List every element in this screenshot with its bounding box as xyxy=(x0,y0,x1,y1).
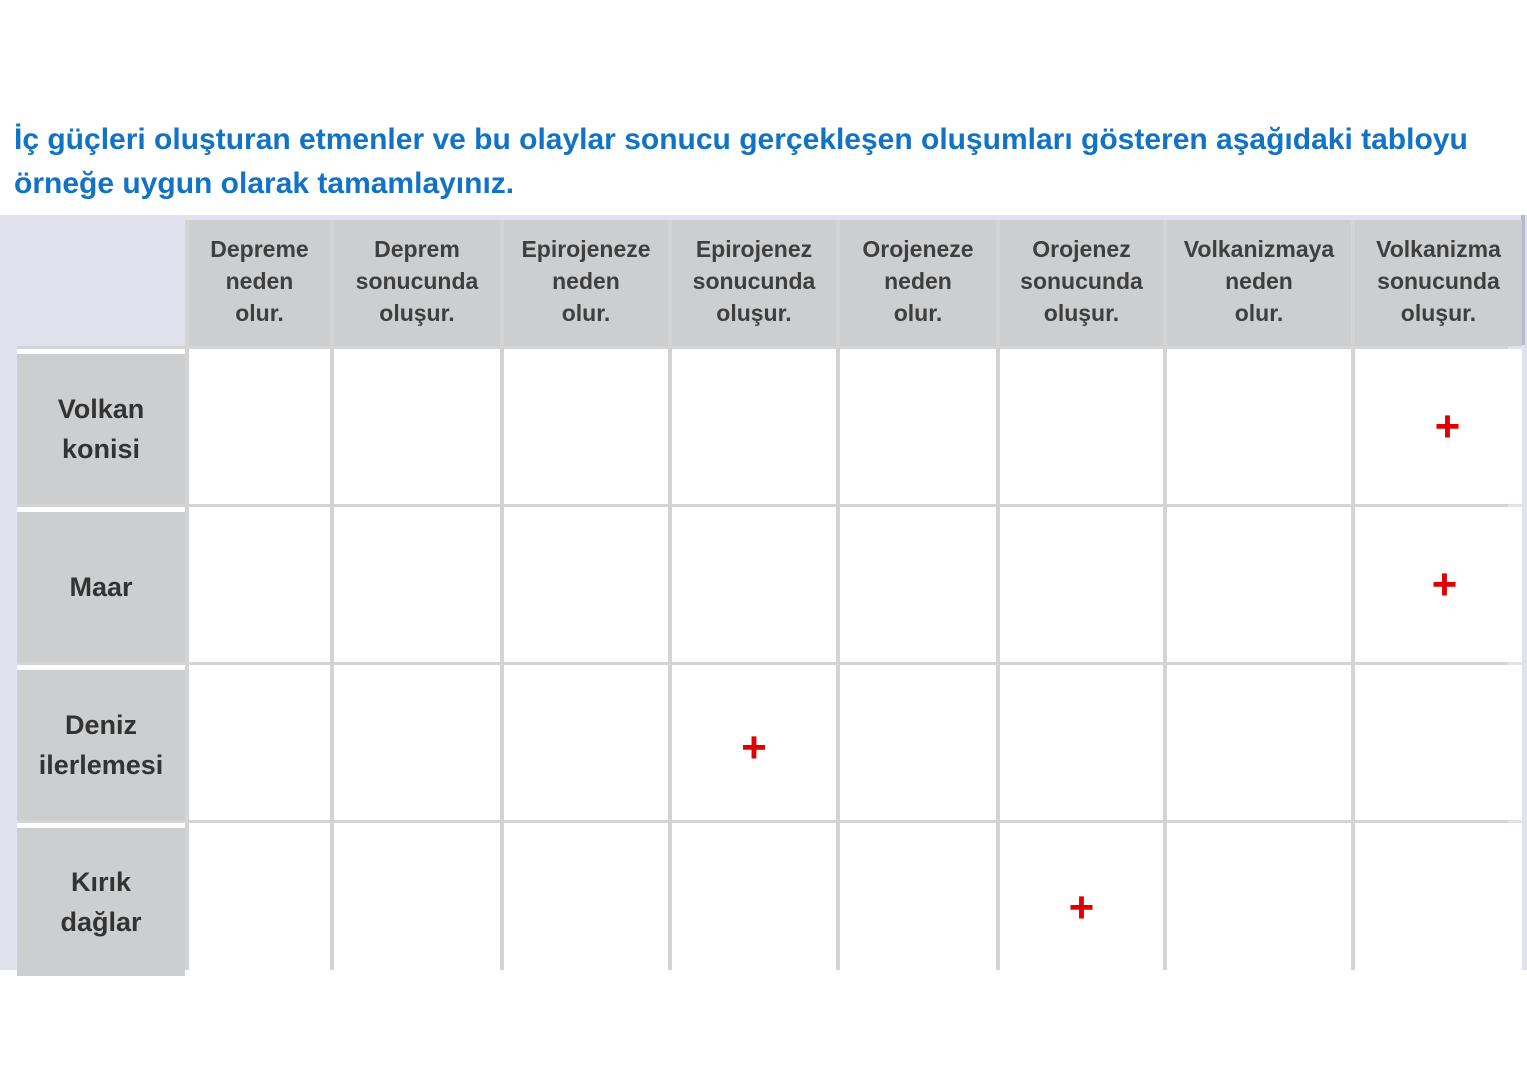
table-cell[interactable] xyxy=(504,665,668,820)
table-cell[interactable] xyxy=(1355,823,1522,976)
table-cell[interactable] xyxy=(189,665,330,820)
column-header: Epirojenez sonucunda oluşur. xyxy=(672,220,836,346)
table-cell[interactable] xyxy=(334,823,500,976)
row-header: Deniz ilerlemesi xyxy=(17,665,185,820)
table-cell[interactable] xyxy=(1355,507,1522,662)
plus-mark: + xyxy=(1434,401,1461,451)
table-cell[interactable] xyxy=(1167,507,1351,662)
column-header: Volkanizma sonucunda oluşur. xyxy=(1355,220,1522,346)
table-cell[interactable] xyxy=(504,507,668,662)
table-cell[interactable] xyxy=(504,349,668,504)
row-header: Maar xyxy=(17,507,185,662)
table-cell[interactable] xyxy=(672,665,836,820)
plus-mark: + xyxy=(741,722,767,772)
column-header: Orojeneze neden olur. xyxy=(840,220,996,346)
column-header: Depreme neden olur. xyxy=(189,220,330,346)
table-corner xyxy=(17,220,185,346)
table-cell[interactable] xyxy=(1000,349,1163,504)
table-cell[interactable] xyxy=(1167,349,1351,504)
instruction-text: İç güçleri oluşturan etmenler ve bu olaylar sonucu gerçekleşen oluşumları gösteren aşağıdaki tabloyu örneğe uygun olarak tamamlayınız. xyxy=(14,123,1468,200)
table-cell[interactable] xyxy=(189,823,330,976)
table-cell[interactable] xyxy=(1167,665,1351,820)
row-header: Volkan konisi xyxy=(17,349,185,504)
table-cell[interactable] xyxy=(840,349,996,504)
column-header: Orojenez sonucunda oluşur. xyxy=(1000,220,1163,346)
table-cell[interactable] xyxy=(334,507,500,662)
plus-mark: + xyxy=(1068,882,1095,932)
table-cell[interactable] xyxy=(672,349,836,504)
table-cell[interactable] xyxy=(672,823,836,976)
table-cell[interactable] xyxy=(1000,665,1163,820)
column-header: Deprem sonucunda oluşur. xyxy=(334,220,500,346)
row-header: Kırık dağlar xyxy=(17,823,185,976)
table-cell[interactable] xyxy=(1355,665,1522,820)
table-cell[interactable] xyxy=(1000,507,1163,662)
table-cell[interactable] xyxy=(840,665,996,820)
table-cell[interactable] xyxy=(1355,349,1522,504)
activity-table xyxy=(17,220,1508,970)
column-header: Epirojeneze neden olur. xyxy=(504,220,668,346)
table-cell[interactable] xyxy=(672,507,836,662)
column-header: Volkanizmaya neden olur. xyxy=(1167,220,1351,346)
table-cell[interactable] xyxy=(334,665,500,820)
table-cell[interactable] xyxy=(189,349,330,504)
table-cell[interactable] xyxy=(334,349,500,504)
table-cell[interactable] xyxy=(840,823,996,976)
table-cell[interactable] xyxy=(1000,823,1163,976)
table-cell[interactable] xyxy=(189,507,330,662)
plus-mark: + xyxy=(1431,559,1458,609)
table-cell[interactable] xyxy=(1167,823,1351,976)
table-cell[interactable] xyxy=(840,507,996,662)
table-cell[interactable] xyxy=(504,823,668,976)
